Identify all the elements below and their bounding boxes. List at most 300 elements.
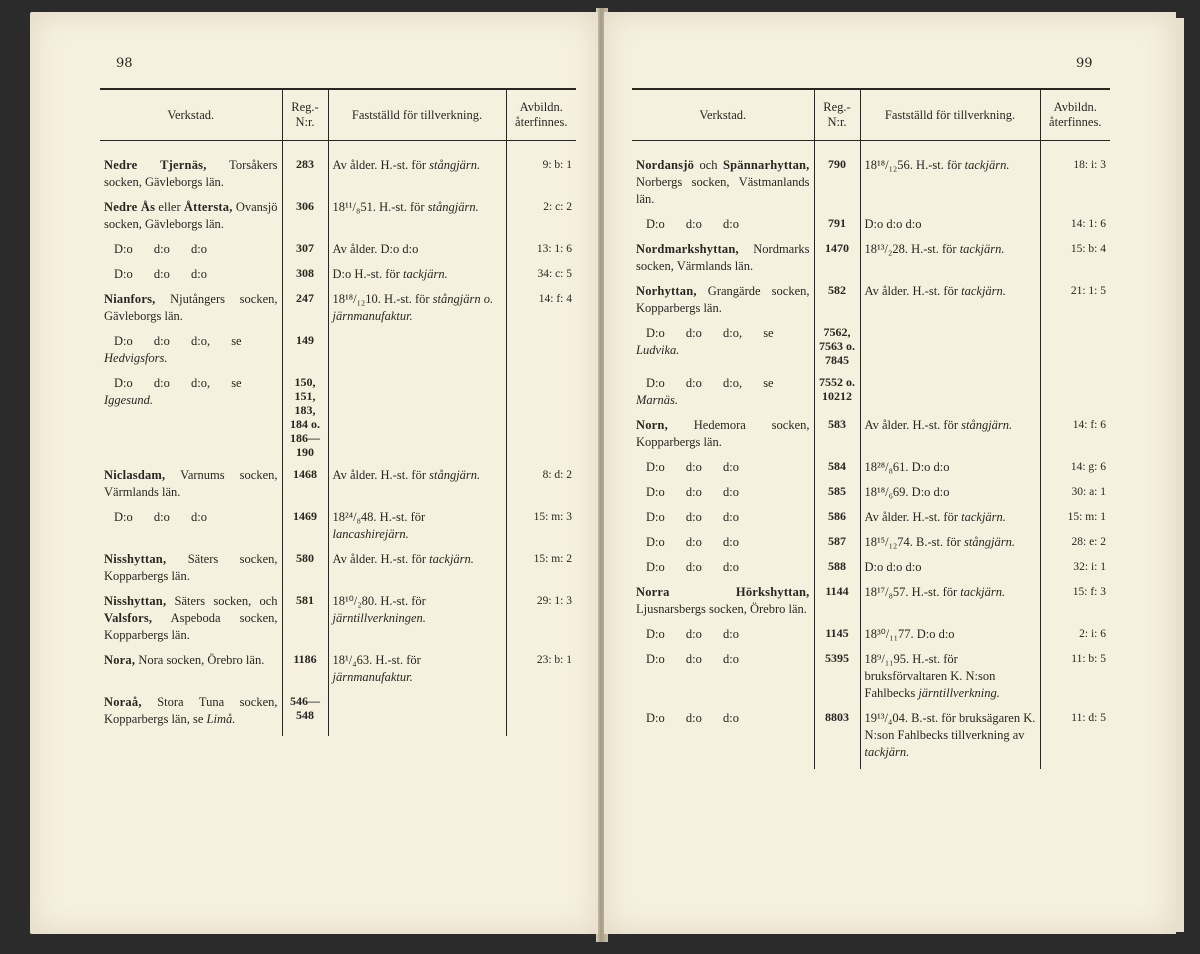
reg-number: 7562, 7563 o. 7845	[814, 325, 860, 367]
table-row	[100, 652, 576, 686]
avbildn-ref: 15: m: 3	[533, 511, 572, 523]
verkstad-cell	[632, 241, 814, 275]
works-name: Niclasdam,	[104, 468, 166, 482]
spacer-cell	[860, 501, 1040, 509]
reg-number: 1469	[282, 509, 328, 543]
location-text: Torsåkers socken, Gävleborgs län.	[104, 158, 278, 189]
works-name: Nedre Ås	[104, 200, 156, 214]
spacer-cell	[100, 191, 282, 199]
page-edge	[1176, 18, 1184, 932]
location-text: Nordmarks socken, Värmlands län.	[636, 242, 810, 273]
spacer-cell	[282, 543, 328, 551]
faststalld-cell	[860, 559, 1040, 576]
left-page	[30, 12, 598, 934]
connector-text: och	[694, 158, 723, 172]
row-spacer	[632, 501, 1110, 509]
table-row	[100, 593, 576, 644]
spacer-cell	[506, 325, 576, 333]
row-spacer	[632, 618, 1110, 626]
product-text: tackjärn.	[958, 510, 1006, 524]
table-row	[632, 651, 1110, 702]
spacer-cell	[814, 643, 860, 651]
avbildn-ref: 2: i: 6	[1079, 628, 1106, 640]
faststalld-cell	[860, 241, 1040, 275]
table-row	[632, 710, 1110, 761]
verkstad-cell	[632, 459, 814, 476]
spacer-cell	[328, 644, 506, 652]
spacer-cell	[100, 543, 282, 551]
reg-number: 581	[282, 593, 328, 644]
spacer-cell	[328, 686, 506, 694]
row-spacer	[100, 191, 576, 199]
faststalld-text: 18¹⁷/₈57. H.-st. för	[864, 585, 958, 599]
faststalld-cell	[328, 551, 506, 585]
works-name: Nedre Tjernäs,	[104, 158, 207, 172]
spacer-cell	[1040, 208, 1110, 216]
spacer-cell	[814, 451, 860, 459]
row-spacer	[100, 233, 576, 241]
spacer-cell	[814, 317, 860, 325]
works-name: Norhyttan,	[636, 284, 697, 298]
avbildn-ref: 28: e: 2	[1071, 536, 1106, 548]
faststalld-cell	[860, 283, 1040, 317]
faststalld-text: 18²⁴/₈48. H.-st. för	[332, 510, 426, 524]
spacer-cell	[632, 618, 814, 626]
verkstad-cell	[632, 710, 814, 761]
spacer-cell	[328, 367, 506, 375]
product-text: tackjärn.	[957, 585, 1006, 599]
avbildn-ref	[1040, 375, 1110, 409]
spacer-cell	[860, 643, 1040, 651]
spacer-cell	[282, 585, 328, 593]
row-spacer	[100, 325, 576, 333]
reg-number: 791	[814, 216, 860, 233]
row-spacer	[100, 728, 576, 736]
header-avbildn: Avbildn. återfinnes.	[506, 90, 576, 141]
spacer-cell	[632, 451, 814, 459]
location-text: Grangärde socken, Kopparbergs län.	[636, 284, 810, 315]
table-row	[632, 241, 1110, 275]
spacer-cell	[860, 317, 1040, 325]
product-text: stångjärn.	[424, 200, 479, 214]
spacer-cell	[1040, 643, 1110, 651]
row-spacer	[100, 501, 576, 509]
reg-number: 283	[282, 141, 328, 192]
verkstad-cell	[100, 551, 282, 585]
location-text: Nora socken, Örebro län.	[135, 653, 265, 667]
spacer-cell	[506, 501, 576, 509]
spacer-cell	[1040, 618, 1110, 626]
faststalld-cell	[860, 216, 1040, 233]
spacer-cell	[328, 501, 506, 509]
verkstad-cell	[632, 584, 814, 618]
spacer-cell	[282, 644, 328, 652]
spacer-cell	[1040, 367, 1110, 375]
spacer-cell	[506, 644, 576, 652]
reg-number: 149	[282, 333, 328, 367]
reference-text: Iggesund.	[104, 393, 153, 407]
product-text: stångjärn.	[958, 418, 1013, 432]
row-spacer	[100, 258, 576, 266]
table-row	[100, 199, 576, 233]
product-text: stångjärn.	[426, 468, 481, 482]
row-spacer	[632, 702, 1110, 710]
table-row	[632, 559, 1110, 576]
row-spacer	[632, 367, 1110, 375]
ditto-text: D:o d:o d:o	[646, 560, 739, 574]
works-name: Nisshyttan,	[104, 594, 167, 608]
avbildn-ref: 29: 1: 3	[536, 595, 572, 607]
faststalld-cell	[860, 710, 1040, 761]
spacer-cell	[100, 686, 282, 694]
location-text: Njutångers socken, Gävleborgs län.	[104, 292, 278, 323]
spacer-cell	[506, 686, 576, 694]
avbildn-ref: 14: 1: 6	[1070, 218, 1106, 230]
product-text: stångjärn.	[426, 158, 481, 172]
spacer-cell	[814, 208, 860, 216]
spacer-cell	[814, 476, 860, 484]
verkstad-cell	[632, 559, 814, 576]
spacer-cell	[632, 317, 814, 325]
faststalld-text: 18¹⁸/₁₂56. H.-st. för	[864, 158, 962, 172]
row-spacer	[632, 526, 1110, 534]
faststalld-text: 18¹⁸/₁₂10. H.-st. för	[332, 292, 430, 306]
product-text: tackjärn.	[961, 158, 1010, 172]
spacer-cell	[282, 686, 328, 694]
row-spacer	[632, 275, 1110, 283]
verkstad-cell	[632, 325, 814, 367]
faststalld-cell	[328, 467, 506, 501]
spacer-cell	[328, 233, 506, 241]
avbildn-ref	[506, 694, 576, 728]
header-faststalld: Fastställd för tillverkning.	[860, 90, 1040, 141]
faststalld-text: D:o d:o d:o	[864, 217, 922, 231]
spacer-cell	[506, 543, 576, 551]
spacer-cell	[282, 325, 328, 333]
avbildn-ref: 13: 1: 6	[536, 243, 572, 255]
verkstad-cell	[100, 593, 282, 644]
spacer-cell	[282, 459, 328, 467]
avbildn-ref: 14: f: 4	[538, 293, 572, 305]
header-avbildn: Avbildn. återfinnes.	[1040, 90, 1110, 141]
spacer-cell	[632, 576, 814, 584]
spacer-cell	[860, 702, 1040, 710]
location-text: Aspeboda socken, Kopparbergs län.	[104, 611, 278, 642]
faststalld-cell	[860, 626, 1040, 643]
spacer-cell	[860, 208, 1040, 216]
faststalld-cell	[328, 593, 506, 644]
faststalld-cell	[860, 375, 1040, 409]
spacer-cell	[1040, 501, 1110, 509]
ditto-text: D:o d:o d:o, se	[646, 376, 774, 390]
spacer-cell	[328, 258, 506, 266]
connector-text: eller	[155, 200, 184, 214]
spacer-cell	[814, 761, 860, 769]
faststalld-text: Av ålder. H.-st. för	[332, 158, 426, 172]
verkstad-cell	[100, 509, 282, 543]
table-row	[100, 551, 576, 585]
spacer-cell	[632, 476, 814, 484]
spacer-cell	[860, 409, 1040, 417]
spacer-cell	[814, 275, 860, 283]
faststalld-cell	[328, 266, 506, 283]
table-row	[100, 266, 576, 283]
spacer-cell	[1040, 551, 1110, 559]
works-name: Noraå,	[104, 695, 142, 709]
avbildn-ref: 11: b: 5	[1071, 653, 1106, 665]
reg-number: 582	[814, 283, 860, 317]
reg-number: 588	[814, 559, 860, 576]
verkstad-cell	[632, 375, 814, 409]
verkstad-cell	[100, 467, 282, 501]
spacer-cell	[860, 551, 1040, 559]
faststalld-text: Av ålder. H.-st. för	[864, 510, 958, 524]
row-spacer	[100, 459, 576, 467]
faststalld-text: 18¹⁸/₆69. D:o d:o	[864, 485, 950, 499]
faststalld-cell	[860, 484, 1040, 501]
reg-number: 790	[814, 141, 860, 209]
table-row	[632, 459, 1110, 476]
spacer-cell	[100, 459, 282, 467]
product-text: järnmanufaktur.	[332, 670, 413, 684]
spacer-cell	[282, 728, 328, 736]
row-spacer	[632, 576, 1110, 584]
avbildn-ref: 23: b: 1	[536, 654, 572, 666]
faststalld-cell	[328, 375, 506, 459]
spacer-cell	[100, 585, 282, 593]
spacer-cell	[328, 585, 506, 593]
verkstad-cell	[100, 694, 282, 728]
reg-number: 585	[814, 484, 860, 501]
avbildn-ref: 2: c: 2	[543, 201, 572, 213]
spacer-cell	[1040, 451, 1110, 459]
reg-number: 1145	[814, 626, 860, 643]
table-row	[100, 694, 576, 728]
works-name: Åttersta,	[183, 200, 233, 214]
faststalld-text: D:o d:o d:o	[864, 560, 922, 574]
reg-number: 583	[814, 417, 860, 451]
spacer-cell	[860, 476, 1040, 484]
avbildn-ref: 34: c: 5	[537, 268, 572, 280]
spacer-cell	[282, 258, 328, 266]
spacer-cell	[328, 728, 506, 736]
location-text: Norbergs socken, Västmanlands län.	[636, 175, 810, 206]
reg-number: 7552 o. 10212	[814, 375, 860, 409]
reg-number: 150, 151, 183, 184 o. 186—190	[282, 375, 328, 459]
row-spacer	[632, 643, 1110, 651]
table-row	[632, 509, 1110, 526]
table-row	[100, 467, 576, 501]
spacer-cell	[814, 702, 860, 710]
spacer-cell	[1040, 702, 1110, 710]
spacer-cell	[100, 258, 282, 266]
verkstad-cell	[632, 484, 814, 501]
ditto-text: D:o d:o d:o	[646, 711, 739, 725]
faststalld-text: D:o H.-st. för	[332, 267, 400, 281]
ditto-text: D:o d:o d:o, se	[114, 334, 242, 348]
row-spacer	[632, 208, 1110, 216]
ditto-text: D:o d:o d:o	[646, 535, 739, 549]
product-text: järntillverkning.	[915, 686, 1000, 700]
spacer-cell	[100, 728, 282, 736]
faststalld-text: 18²⁸/₈61. D:o d:o	[864, 460, 950, 474]
faststalld-text: 18¹¹/₈51. H.-st. för	[332, 200, 425, 214]
spacer-cell	[282, 233, 328, 241]
spacer-cell	[814, 551, 860, 559]
verkstad-cell	[632, 141, 814, 209]
spacer-cell	[814, 501, 860, 509]
spacer-cell	[282, 191, 328, 199]
product-text: lancashirejärn.	[332, 527, 409, 541]
location-text: Säters socken, och	[166, 594, 278, 608]
product-text: tackjärn.	[958, 284, 1006, 298]
spacer-cell	[814, 576, 860, 584]
product-text: tackjärn.	[864, 745, 910, 759]
verkstad-cell	[632, 509, 814, 526]
spacer-cell	[1040, 576, 1110, 584]
table-row	[100, 333, 576, 367]
row-spacer	[632, 317, 1110, 325]
spacer-cell	[328, 543, 506, 551]
works-name: Norn,	[636, 418, 668, 432]
ditto-text: D:o d:o d:o	[646, 485, 739, 499]
verkstad-cell	[632, 534, 814, 551]
verkstad-cell	[100, 333, 282, 367]
works-name: Norra Hörkshyttan,	[636, 585, 810, 599]
avbildn-ref: 18: i: 3	[1073, 159, 1106, 171]
ditto-text: D:o d:o d:o	[114, 510, 207, 524]
reg-number: 1144	[814, 584, 860, 618]
spacer-cell	[328, 325, 506, 333]
spacer-cell	[1040, 317, 1110, 325]
table-row	[100, 509, 576, 543]
spacer-cell	[860, 367, 1040, 375]
avbildn-ref: 30: a: 1	[1071, 486, 1106, 498]
verkstad-cell	[632, 216, 814, 233]
register-table	[632, 90, 1110, 769]
spacer-cell	[100, 283, 282, 291]
faststalld-cell	[860, 141, 1040, 209]
spacer-cell	[1040, 476, 1110, 484]
reg-number: 8803	[814, 710, 860, 761]
verkstad-cell	[100, 141, 282, 192]
avbildn-ref	[506, 333, 576, 367]
spacer-cell	[632, 208, 814, 216]
reg-number: 584	[814, 459, 860, 476]
faststalld-cell	[860, 459, 1040, 476]
faststalld-text: 18¹/₄63. H.-st. för	[332, 653, 421, 667]
location-text: Ljusnarsbergs socken, Örebro län.	[636, 602, 807, 616]
verkstad-cell	[632, 417, 814, 451]
spacer-cell	[632, 761, 814, 769]
verkstad-cell	[632, 283, 814, 317]
spacer-cell	[632, 702, 814, 710]
reg-number: 1470	[814, 241, 860, 275]
ditto-text: D:o d:o d:o	[646, 460, 739, 474]
row-spacer	[100, 283, 576, 291]
spacer-cell	[100, 367, 282, 375]
reg-number: 586	[814, 509, 860, 526]
works-name: Valsfors,	[104, 611, 153, 625]
spacer-cell	[632, 643, 814, 651]
header-faststalld: Fastställd för tillverkning.	[328, 90, 506, 141]
spacer-cell	[814, 409, 860, 417]
page-number: 99	[1076, 56, 1093, 71]
spacer-cell	[100, 501, 282, 509]
header-reg: Reg.- N:r.	[282, 90, 328, 141]
reference-text: Marnäs.	[636, 393, 679, 407]
table-row	[632, 216, 1110, 233]
spacer-cell	[814, 618, 860, 626]
avbildn-ref: 14: g: 6	[1070, 461, 1106, 473]
spacer-cell	[860, 576, 1040, 584]
spacer-cell	[632, 501, 814, 509]
avbildn-ref: 15: m: 1	[1067, 511, 1106, 523]
reg-number: 1468	[282, 467, 328, 501]
product-text: tackjärn.	[956, 242, 1005, 256]
product-text: tackjärn.	[399, 267, 448, 281]
works-name: Spännarhyttan,	[722, 158, 810, 172]
spacer-cell	[1040, 526, 1110, 534]
verkstad-cell	[100, 241, 282, 258]
row-spacer	[100, 585, 576, 593]
avbildn-ref: 14: f: 6	[1072, 419, 1106, 431]
reference-text: Ludvika.	[636, 343, 680, 357]
spacer-cell	[860, 618, 1040, 626]
faststalld-cell	[328, 141, 506, 192]
table-row	[632, 283, 1110, 317]
spacer-cell	[328, 283, 506, 291]
spacer-cell	[506, 283, 576, 291]
location-text: Ovansjö socken, Gävleborgs län.	[104, 200, 278, 231]
spacer-cell	[282, 283, 328, 291]
faststalld-text: Av ålder. H.-st. för	[864, 418, 958, 432]
ditto-text: D:o d:o d:o	[114, 267, 207, 281]
reference-text: Limå.	[203, 712, 236, 726]
avbildn-ref	[1040, 325, 1110, 367]
spacer-cell	[632, 551, 814, 559]
ditto-text: D:o d:o d:o, se	[646, 326, 774, 340]
header-verkstad: Verkstad.	[100, 90, 282, 141]
verkstad-cell	[100, 199, 282, 233]
faststalld-cell	[328, 199, 506, 233]
register-table	[100, 90, 576, 736]
header-verkstad: Verkstad.	[632, 90, 814, 141]
spacer-cell	[506, 459, 576, 467]
reg-number: 587	[814, 534, 860, 551]
works-name: Nordansjö	[636, 158, 695, 172]
reg-number: 1186	[282, 652, 328, 686]
faststalld-text: Av ålder. H.-st. för	[864, 284, 958, 298]
spacer-cell	[1040, 409, 1110, 417]
faststalld-cell	[328, 291, 506, 325]
spacer-cell	[860, 233, 1040, 241]
spacer-cell	[632, 409, 814, 417]
faststalld-cell	[860, 325, 1040, 367]
location-text: Stora Tuna socken, Kopparbergs län, se	[104, 695, 278, 726]
faststalld-cell	[328, 241, 506, 258]
spacer-cell	[1040, 761, 1110, 769]
works-name: Nordmarkshyttan,	[636, 242, 739, 256]
row-spacer	[632, 476, 1110, 484]
spacer-cell	[506, 258, 576, 266]
location-text: Hedemora socken, Kopparbergs län.	[636, 418, 810, 449]
row-spacer	[100, 686, 576, 694]
table-row	[632, 584, 1110, 618]
spacer-cell	[860, 761, 1040, 769]
faststalld-cell	[328, 652, 506, 686]
table-row	[632, 141, 1110, 209]
